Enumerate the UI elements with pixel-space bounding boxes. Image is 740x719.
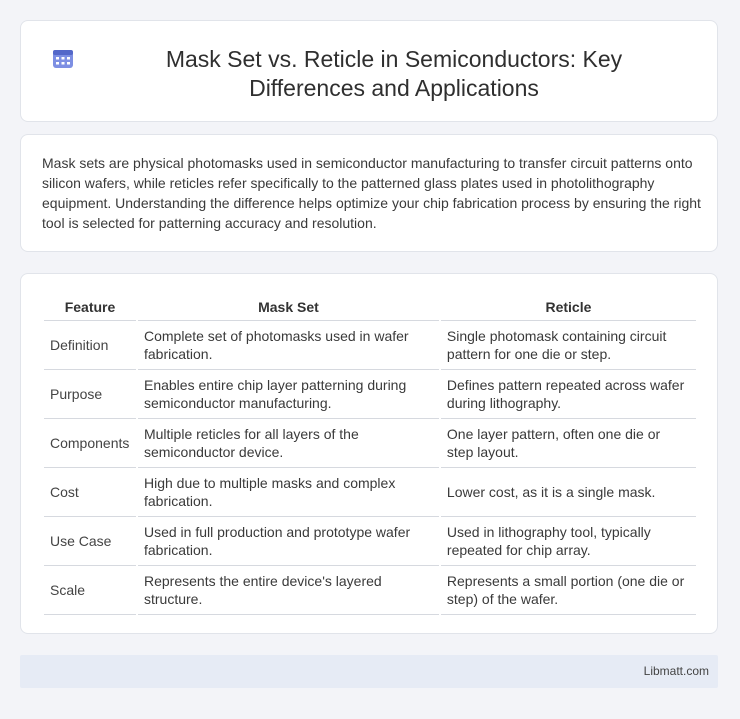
table-row [44, 468, 696, 517]
row-feature: Scale [44, 566, 136, 615]
row-reticle: Single photomask containing circuit pattern for one die or step. [441, 321, 696, 370]
row-feature: Cost [44, 468, 136, 517]
row-mask-set: Enables entire chip layer patterning during semiconductor manufacturing. [138, 370, 439, 419]
row-reticle: Used in lithography tool, typically repeated for chip array. [441, 517, 696, 566]
title-card [20, 20, 718, 122]
intro-paragraph: Mask sets are physical photomasks used in semiconductor manufacturing to transfer circuit patterns onto silicon wafers, while reticles refer specifically to the patterned glass plates used in photolithography equipment. Understanding the difference helps optimize your chip fabrication process by ensuring the right tool is selected for patterning accuracy and resolution. [42, 155, 701, 231]
comparison-table [42, 294, 698, 615]
table-row [44, 370, 696, 419]
row-feature: Use Case [44, 517, 136, 566]
row-mask-set: Multiple reticles for all layers of the semiconductor device. [138, 419, 439, 468]
footer [20, 655, 718, 688]
header-mask-set: Mask Set [138, 294, 439, 321]
table-row [44, 517, 696, 566]
row-reticle: Lower cost, as it is a single mask. [441, 468, 696, 517]
header-reticle: Reticle [441, 294, 696, 321]
row-mask-set: High due to multiple masks and complex fabrication. [138, 468, 439, 517]
comparison-table-card [20, 273, 718, 634]
intro-card [20, 134, 718, 252]
page-title: Mask Set vs. Reticle in Semiconductors: Key Differences and Applications [165, 46, 623, 101]
row-reticle: One layer pattern, often one die or step layout. [441, 419, 696, 468]
row-feature: Definition [44, 321, 136, 370]
row-reticle: Represents a small portion (one die or step) of the wafer. [441, 566, 696, 615]
footer-site-link[interactable]: Libmatt.com [643, 664, 709, 678]
row-mask-set: Used in full production and prototype wafer fabrication. [138, 517, 439, 566]
row-mask-set: Represents the entire device's layered structure. [138, 566, 439, 615]
table-row [44, 566, 696, 615]
table-header-row [44, 294, 696, 321]
row-feature: Purpose [44, 370, 136, 419]
row-reticle: Defines pattern repeated across wafer during lithography. [441, 370, 696, 419]
table-row [44, 321, 696, 370]
header-feature: Feature [44, 294, 136, 321]
row-mask-set: Complete set of photomasks used in wafer fabrication. [138, 321, 439, 370]
table-row [44, 419, 696, 468]
row-feature: Components [44, 419, 136, 468]
